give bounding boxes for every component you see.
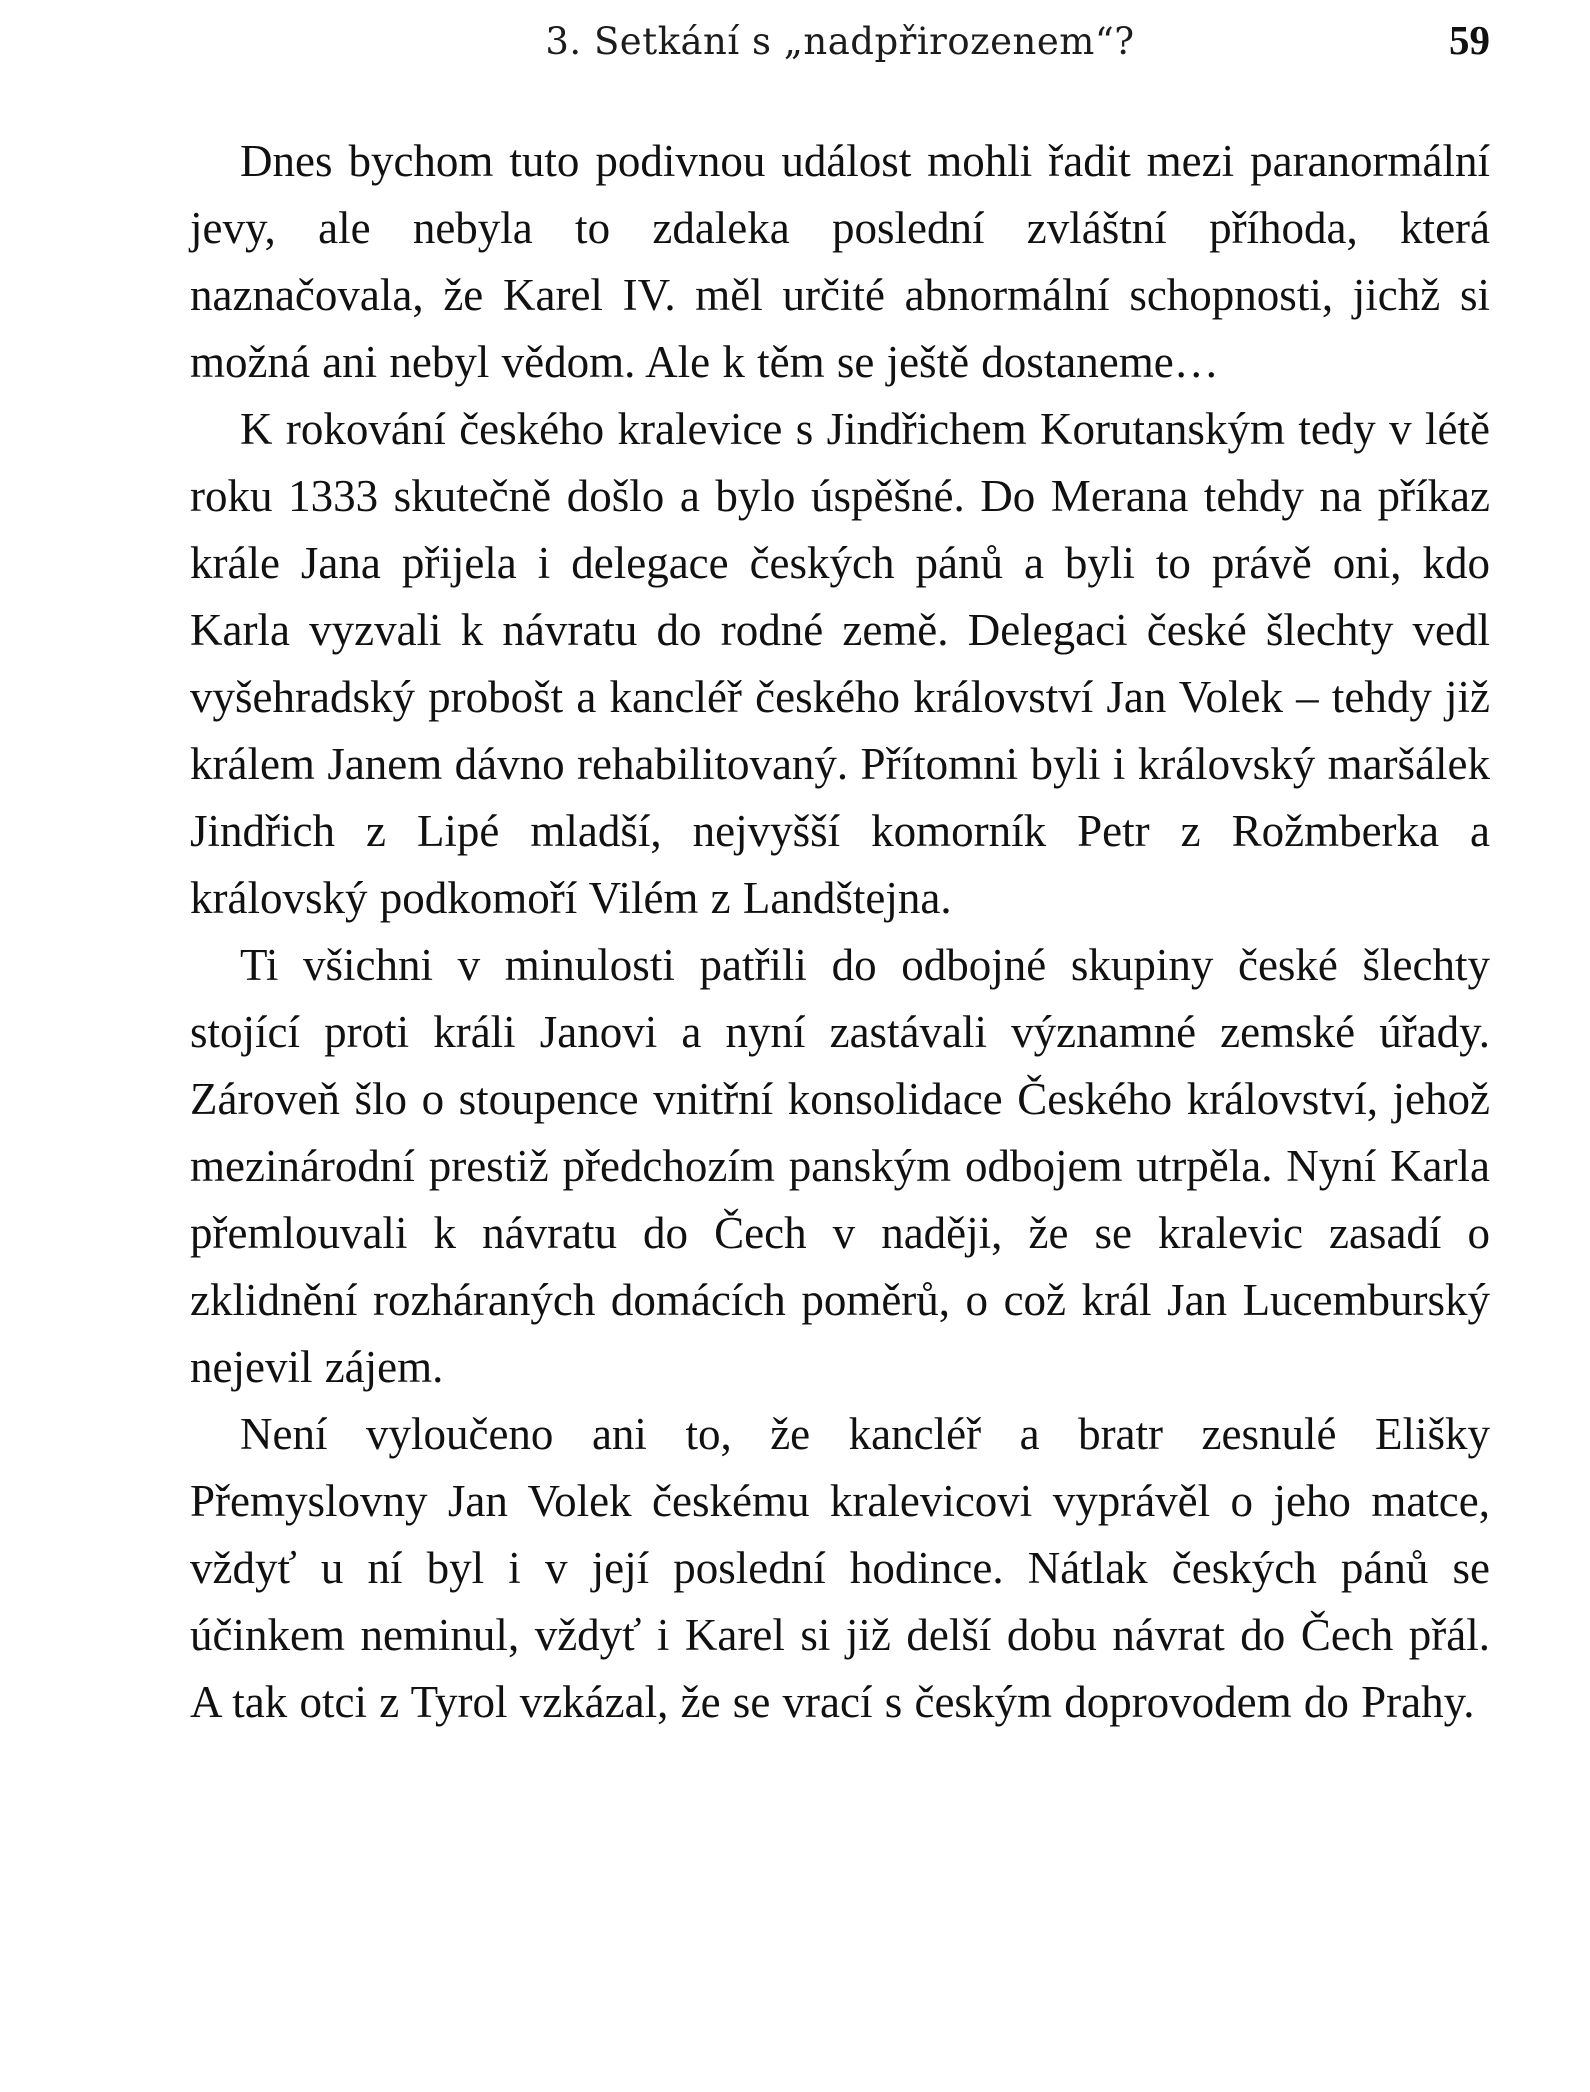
chapter-header: 3. Setkání s „nadpřirozenem“? — [545, 20, 1135, 63]
running-header — [190, 17, 1490, 76]
body-text — [190, 128, 1490, 1736]
page-number: 59 — [1449, 17, 1490, 63]
paragraph-1: Dnes bychom tuto podivnou událost mohli řadit mezi paranormální jevy, ale nebyla to zdaleka poslední zvláštní příhoda, která naznačovala, že Karel IV. měl určité abnormální schopnosti, jichž si možná ani nebyl vědom. Ale k těm se ještě dostaneme… — [190, 136, 1490, 387]
paragraph-3: Ti všichni v minulosti patřili do odbojné skupiny české šlechty stojící proti králi Janovi a nyní zastávali významné zemské úřady. Zároveň šlo o stoupence vnitřní konsolidace Českého království, jehož mezinárodní prestiž předchozím panským odbojem utrpěla. Nyní Karla přemlouvali k návratu do Čech v naději, že se kralevic zasadí o zklidnění rozháraných domácích poměrů, o což král Jan Lucemburský nejevil zájem. — [190, 940, 1490, 1392]
paragraph-4: Není vyloučeno ani to, že kancléř a bratr zesnulé Elišky Přemyslovny Jan Volek českému kralevicovi vyprávěl o jeho matce, vždyť u ní byl i v její poslední hodince. Nátlak českých pánů se účinkem neminul, vždyť i Karel si již delší dobu návrat do Čech přál. A tak otci z Tyrol vzkázal, že se vrací s českým doprovodem do Prahy. — [190, 1409, 1490, 1727]
paragraph-2: K rokování českého kralevice s Jindřichem Korutanským tedy v létě roku 1333 skutečně došlo a bylo úspěšné. Do Merana tehdy na příkaz krále Jana přijela i delegace českých pánů a byli to právě oni, kdo Karla vyzvali k návratu do rodné země. Delegaci české šlechty vedl vyšehradský probošt a kancléř českého království Jan Volek – tehdy již králem Janem dávno rehabilitovaný. Přítomni byli i královský maršálek Jindřich z Lipé mladší, nejvyšší komorník Petr z Rožmberka a královský podkomoří Vilém z Landštejna. — [190, 404, 1490, 923]
